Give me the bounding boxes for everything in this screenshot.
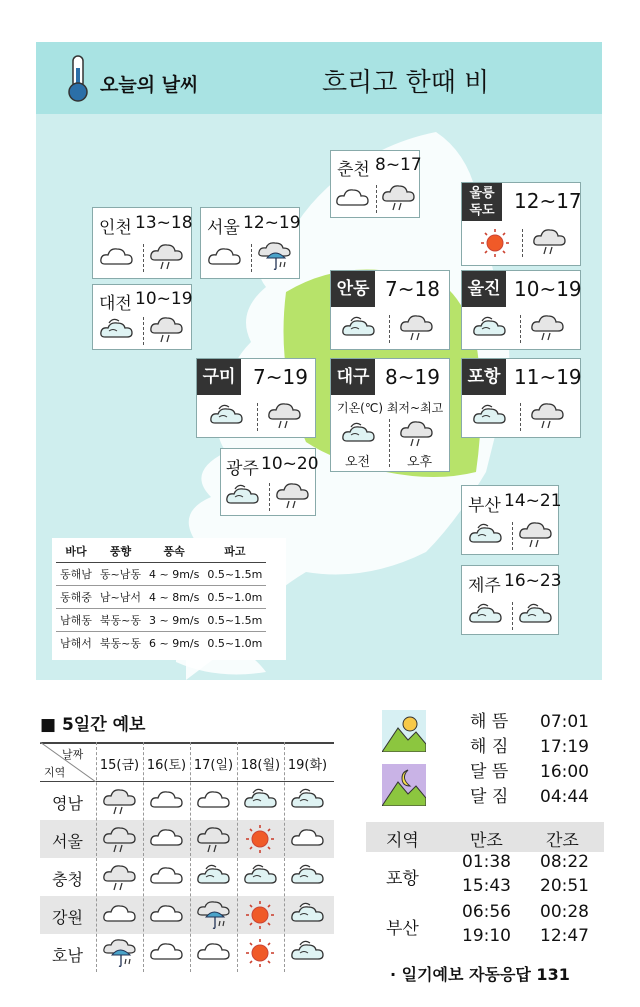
partly-cloudy-icon xyxy=(472,313,508,343)
city-box-daegu xyxy=(330,358,450,472)
marine-header: 풍속 xyxy=(145,540,203,563)
forecast-region: 서울 xyxy=(52,832,83,851)
tide-high: 06:56 xyxy=(462,902,511,922)
cloud-icon xyxy=(149,899,185,931)
city-box-gumi xyxy=(196,358,316,438)
city-temp: 7~19 xyxy=(253,365,308,389)
cloud-rain-icon xyxy=(518,518,554,550)
tide-region: 포항 xyxy=(386,869,419,889)
cloud-icon xyxy=(196,785,232,817)
partly-cloudy-icon xyxy=(468,520,504,550)
partly-cloudy-icon xyxy=(290,861,326,893)
cell: 북동~동 xyxy=(96,609,145,632)
city-name: 부산 xyxy=(468,496,501,516)
city-name: 서울 xyxy=(207,218,240,238)
umbrella-rain-icon xyxy=(257,240,293,272)
marine-table-box xyxy=(52,538,286,660)
footer-note: · 일기예보 자동응답 131 xyxy=(390,965,570,984)
thermometer-icon xyxy=(64,54,92,104)
cell: 0.5~1.0m xyxy=(203,586,266,609)
am-label: 오전 xyxy=(345,455,371,470)
corner-region-label: 지역 xyxy=(44,766,66,779)
cell: 6 ~ 9m/s xyxy=(149,636,200,650)
cloud-icon xyxy=(207,242,243,272)
table-row xyxy=(56,586,266,609)
city-badge: 안동 xyxy=(331,271,375,307)
partly-cloudy-icon xyxy=(243,861,279,893)
city-temp: 10~19 xyxy=(135,289,193,309)
tide-high: 01:38 xyxy=(462,852,511,872)
cell: 동해중 xyxy=(56,586,96,609)
cell: 0.5~1.5m xyxy=(203,609,266,632)
forecast-day: 19(화) xyxy=(287,758,328,773)
sun-icon xyxy=(243,899,279,931)
city-name: 대전 xyxy=(99,294,132,314)
tide-low: 00:28 xyxy=(540,902,589,922)
partly-cloudy-icon xyxy=(468,600,504,630)
cloud-icon xyxy=(290,823,326,855)
moonset-time: 04:44 xyxy=(540,787,589,807)
cloud-rain-icon xyxy=(532,225,568,257)
marine-header: 바다 xyxy=(56,540,96,563)
table-row xyxy=(56,563,266,586)
cloud-rain-icon xyxy=(275,479,311,511)
cloud-rain-icon xyxy=(267,399,303,431)
cloud-rain-icon xyxy=(102,823,138,855)
cloud-icon xyxy=(102,899,138,931)
city-badge: 구미 xyxy=(197,359,241,395)
cloud-icon xyxy=(335,183,371,213)
cell: 남~남서 xyxy=(96,586,145,609)
city-name-line1: 울릉 xyxy=(469,186,495,201)
city-name-line2: 독도 xyxy=(469,203,495,218)
umbrella-rain-icon xyxy=(196,899,232,931)
cloud-rain-icon xyxy=(530,311,566,343)
tide-low: 12:47 xyxy=(540,926,589,946)
city-box-jeju xyxy=(461,565,562,635)
cell: 3 ~ 9m/s xyxy=(145,609,203,632)
city-box-ulleung xyxy=(461,182,581,266)
city-name: 춘천 xyxy=(337,160,370,180)
sunrise-label: 해 뜸 xyxy=(470,712,509,732)
forecast-day: 15(금) xyxy=(99,758,140,773)
table-row xyxy=(56,632,266,655)
legend-note: 기온(℃) 최저~최고 xyxy=(337,401,444,415)
forecast-region: 충청 xyxy=(52,870,83,889)
city-badge: 울진 xyxy=(462,271,506,307)
partly-cloudy-icon xyxy=(99,315,135,345)
partly-cloudy-icon xyxy=(472,401,508,431)
city-box-daejeon xyxy=(92,284,192,350)
city-temp: 8~19 xyxy=(385,365,440,389)
city-temp: 12~17 xyxy=(514,189,582,213)
cell: 동해남 xyxy=(56,563,96,586)
city-box-seoul xyxy=(200,207,300,279)
forecast-grid xyxy=(40,742,334,972)
city-temp: 12~19 xyxy=(243,213,301,233)
weather-summary: 흐리고 한때 비 xyxy=(322,68,490,98)
tide-region: 부산 xyxy=(386,919,419,939)
city-name: 제주 xyxy=(468,576,501,596)
sun-icon xyxy=(243,823,279,855)
city-temp: 14~21 xyxy=(504,491,562,511)
city-box-gwangju xyxy=(220,448,319,516)
table-row xyxy=(56,609,266,632)
tide-header-region: 지역 xyxy=(386,831,419,851)
sunrise-mountain-icon xyxy=(382,710,426,752)
cloud-rain-icon xyxy=(381,181,417,213)
cloud-icon xyxy=(149,823,185,855)
city-name: 광주 xyxy=(226,459,259,479)
city-badge xyxy=(462,183,502,221)
cell: 북동~동 xyxy=(99,637,141,650)
partly-cloudy-icon xyxy=(290,937,326,969)
cell: 0.5~1.0m xyxy=(207,636,263,650)
partly-cloudy-icon xyxy=(209,401,245,431)
cloud-rain-icon xyxy=(102,861,138,893)
city-box-chuncheon xyxy=(330,150,420,218)
moon-mountain-icon xyxy=(382,764,426,806)
forecast-day: 16(토) xyxy=(146,758,187,773)
cell: 4 ~ 8m/s xyxy=(145,586,203,609)
tide-header-low: 간조 xyxy=(546,831,579,851)
city-temp: 16~23 xyxy=(504,571,562,591)
tide-high: 15:43 xyxy=(462,876,511,896)
partly-cloudy-icon xyxy=(341,313,377,343)
city-temp: 13~18 xyxy=(135,213,193,233)
city-temp: 7~18 xyxy=(385,277,440,301)
corner-date-label: 날짜 xyxy=(62,748,84,761)
tide-low: 08:22 xyxy=(540,852,589,872)
partly-cloudy-icon xyxy=(196,861,232,893)
partly-cloudy-icon xyxy=(290,899,326,931)
cloud-rain-icon xyxy=(530,399,566,431)
city-box-pohang xyxy=(461,358,581,438)
marine-header: 풍향 xyxy=(96,540,145,563)
cloud-rain-icon xyxy=(399,417,435,449)
city-box-busan xyxy=(461,485,562,555)
forecast-title: ■ 5일간 예보 xyxy=(40,715,146,735)
city-temp: 11~19 xyxy=(514,365,582,389)
moonset-label: 달 짐 xyxy=(470,787,509,807)
city-name: 인천 xyxy=(99,218,132,238)
cell: 동~남동 xyxy=(96,563,145,586)
sun-icon xyxy=(243,937,279,969)
marine-header: 파고 xyxy=(203,540,266,563)
cloud-rain-icon xyxy=(196,823,232,855)
city-temp: 10~20 xyxy=(261,454,319,474)
tide-low: 20:51 xyxy=(540,876,589,896)
cell: 남해동 xyxy=(56,609,96,632)
forecast-region: 영남 xyxy=(52,794,83,813)
cloud-icon xyxy=(149,861,185,893)
forecast-day: 17(일) xyxy=(193,758,234,773)
cloud-rain-icon xyxy=(149,313,185,345)
cloud-rain-icon xyxy=(399,311,435,343)
moonrise-label: 달 뜸 xyxy=(470,762,509,782)
sun-icon xyxy=(478,227,514,259)
marine-table xyxy=(56,540,266,654)
forecast-region: 강원 xyxy=(52,908,83,927)
partly-cloudy-icon xyxy=(290,785,326,817)
cloud-icon xyxy=(99,242,135,272)
partly-cloudy-icon xyxy=(518,600,554,630)
city-badge: 대구 xyxy=(331,359,375,395)
tide-high: 19:10 xyxy=(462,926,511,946)
page-title: 오늘의 날씨 xyxy=(100,74,199,96)
city-box-uljin xyxy=(461,270,581,350)
cell: 남해서 xyxy=(60,637,92,650)
forecast-region: 호남 xyxy=(52,946,83,965)
partly-cloudy-icon xyxy=(225,481,261,511)
sunset-label: 해 짐 xyxy=(470,737,509,757)
cell: 0.5~1.5m xyxy=(203,563,266,586)
cloud-icon xyxy=(196,937,232,969)
cloud-rain-icon xyxy=(102,785,138,817)
city-temp: 8~17 xyxy=(375,155,422,175)
pm-label: 오후 xyxy=(407,455,433,470)
partly-cloudy-icon xyxy=(243,785,279,817)
city-box-incheon xyxy=(92,207,192,279)
city-badge: 포항 xyxy=(462,359,506,395)
cloud-icon xyxy=(149,785,185,817)
umbrella-rain-icon xyxy=(102,937,138,969)
cell: 4 ~ 9m/s xyxy=(145,563,203,586)
sunrise-time: 07:01 xyxy=(540,712,589,732)
sun-moon-times xyxy=(470,710,589,810)
sunset-time: 17:19 xyxy=(540,737,589,757)
partly-cloudy-icon xyxy=(341,419,377,449)
cloud-rain-icon xyxy=(149,240,185,272)
moonrise-time: 16:00 xyxy=(540,762,589,782)
forecast-day: 18(월) xyxy=(240,758,281,773)
city-temp: 10~19 xyxy=(514,277,582,301)
tide-header-high: 만조 xyxy=(470,831,503,851)
cloud-icon xyxy=(149,937,185,969)
city-box-andong xyxy=(330,270,450,350)
